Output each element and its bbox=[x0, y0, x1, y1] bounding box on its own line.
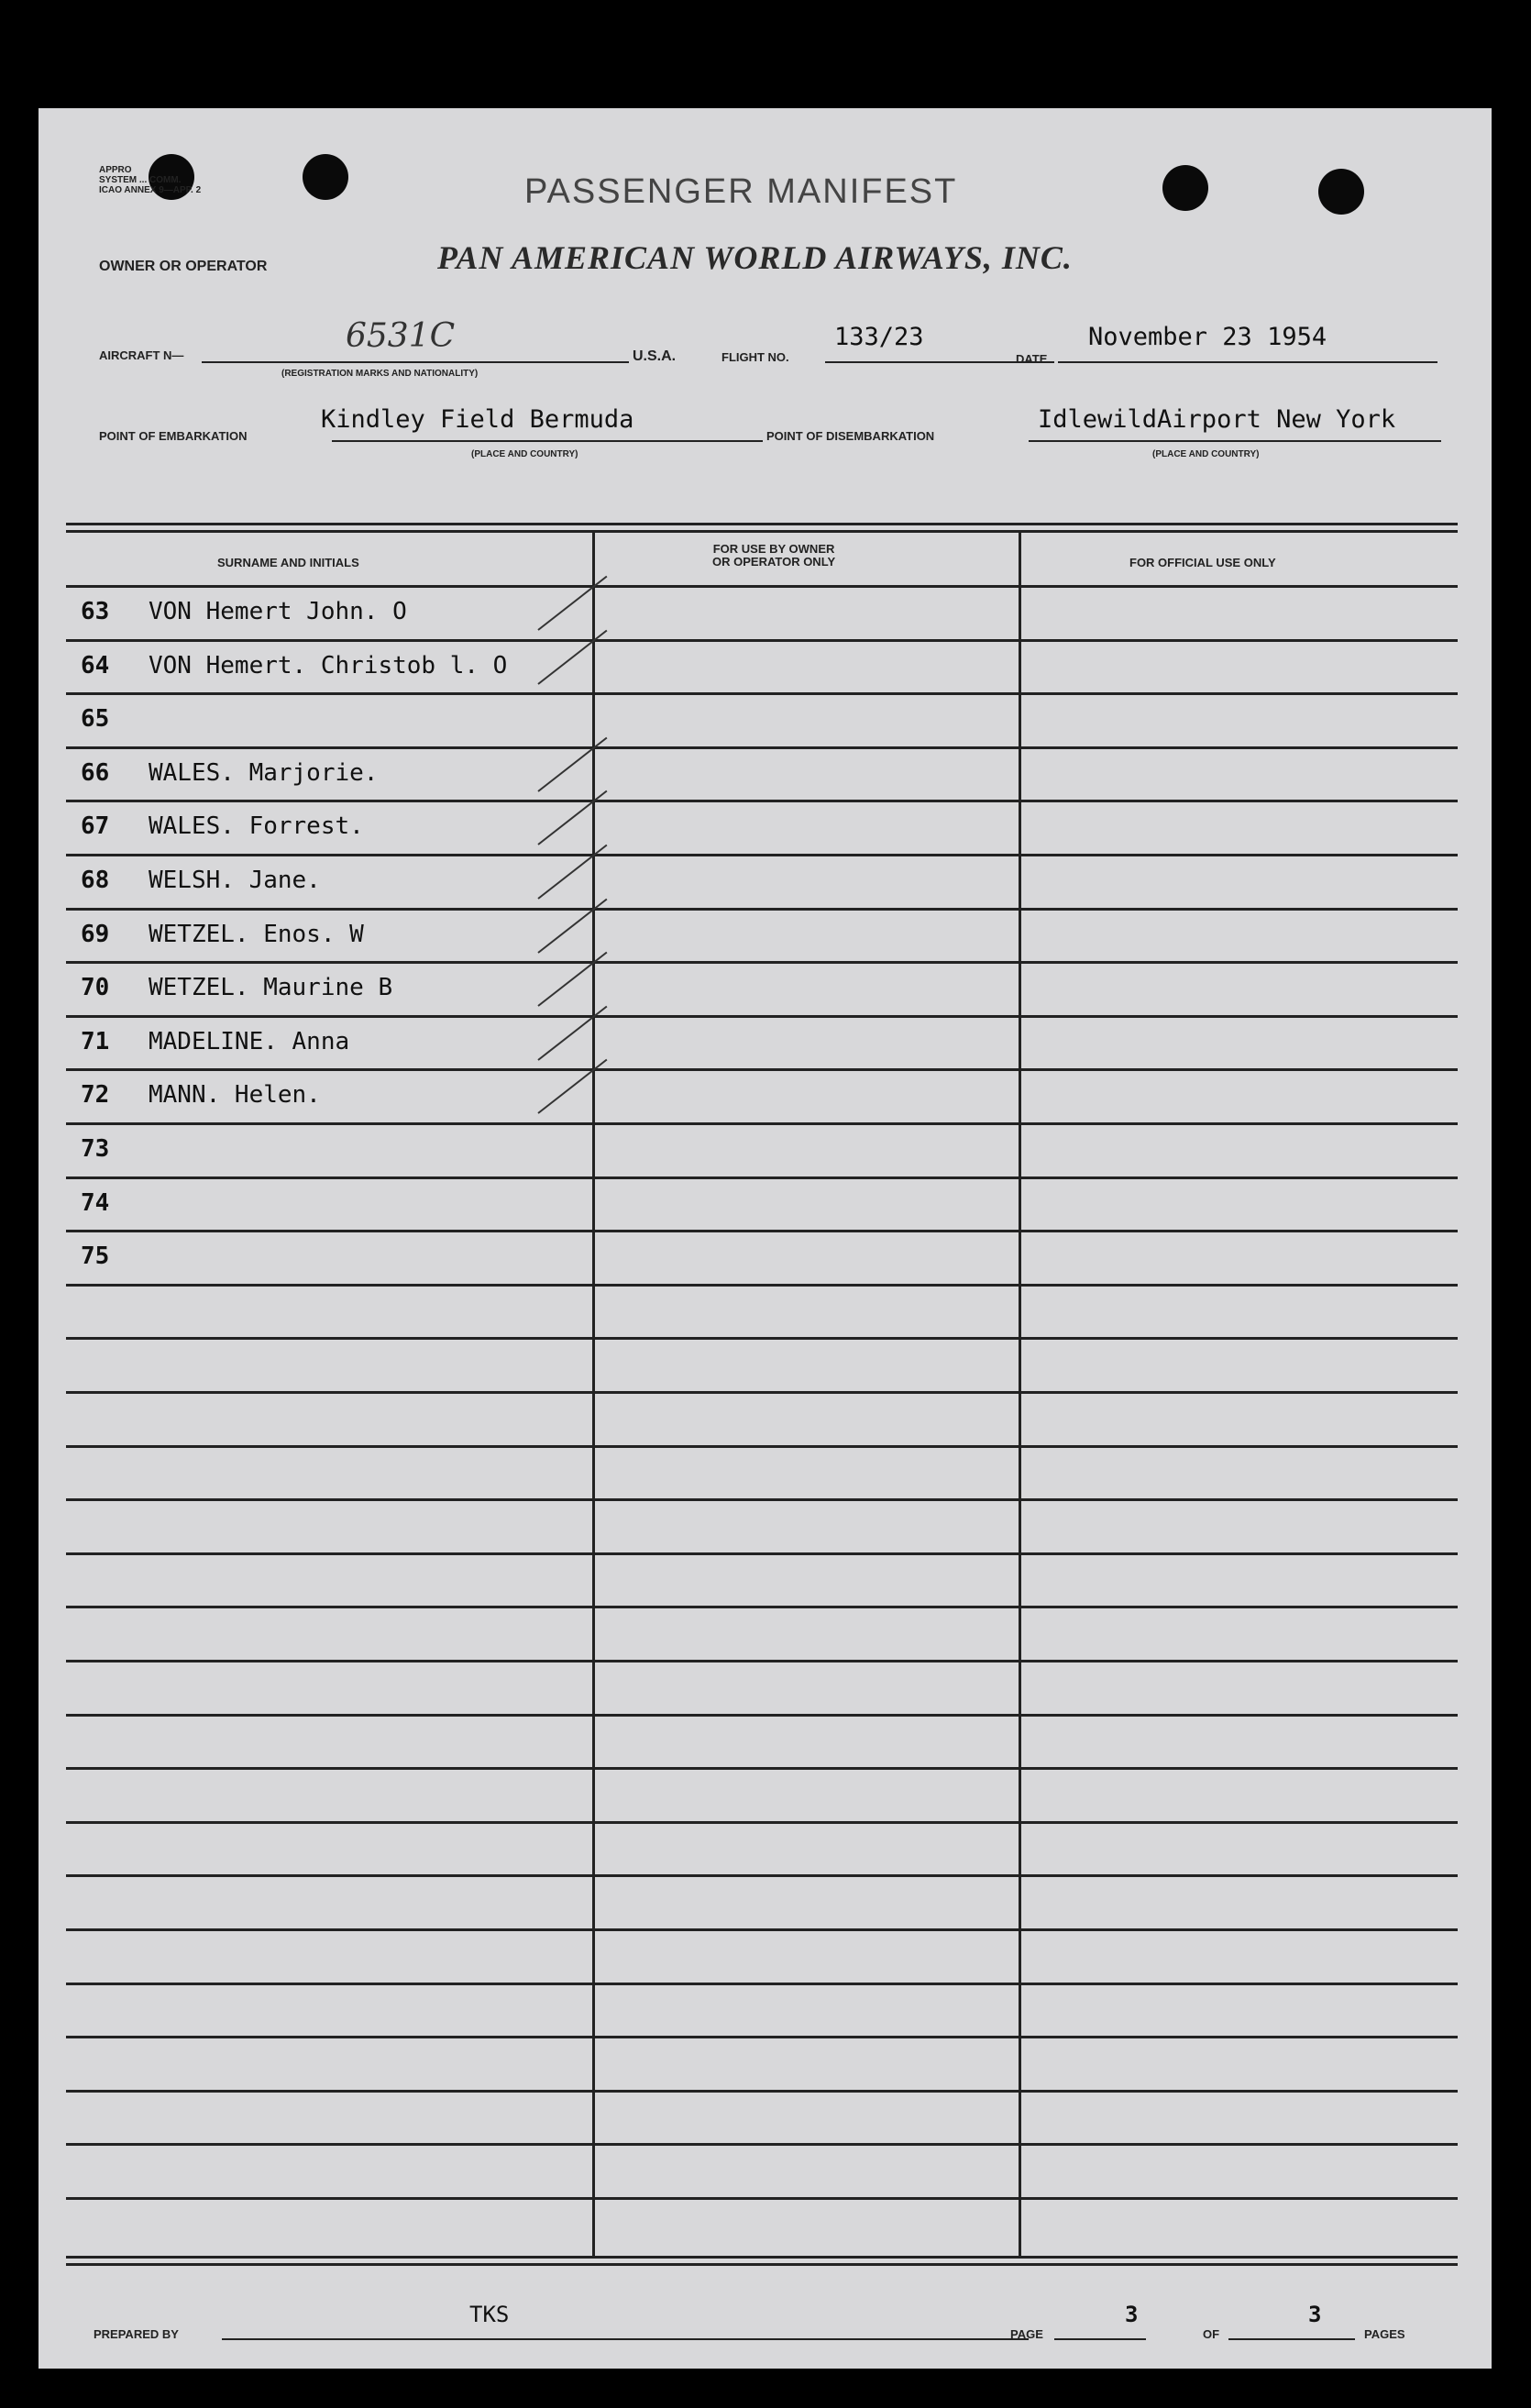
rule-line bbox=[66, 1498, 1458, 1501]
rule-line bbox=[66, 1821, 1458, 1824]
passenger-name: WALES. Forrest. bbox=[149, 812, 364, 841]
row-number: 68 bbox=[81, 867, 110, 894]
disembarkation-label: POINT OF DISEMBARKATION bbox=[766, 429, 935, 443]
approval-block bbox=[99, 165, 201, 195]
rule-line bbox=[66, 1983, 1458, 1985]
rule-line bbox=[66, 2090, 1458, 2093]
page-label: PAGE bbox=[1010, 2327, 1043, 2341]
column-header-official: FOR OFFICIAL USE ONLY bbox=[1129, 556, 1276, 569]
table-row bbox=[39, 759, 589, 796]
check-mark bbox=[537, 737, 607, 792]
passenger-name: VON Hemert. Christob l. O bbox=[149, 651, 508, 679]
row-number: 63 bbox=[81, 598, 110, 625]
page-value: 3 bbox=[1125, 2302, 1139, 2327]
rule-line bbox=[66, 961, 1458, 964]
column-header-name: SURNAME AND INITIALS bbox=[217, 556, 359, 569]
check-mark bbox=[537, 576, 607, 631]
usa-label: U.S.A. bbox=[633, 348, 677, 364]
column-header-owner bbox=[712, 543, 835, 569]
place-note: (PLACE AND COUNTRY) bbox=[471, 449, 578, 459]
rule-line bbox=[66, 1445, 1458, 1448]
rule-line bbox=[66, 1068, 1458, 1071]
rule-line bbox=[66, 854, 1458, 856]
check-mark bbox=[537, 898, 607, 953]
passenger-name: WALES. Marjorie. bbox=[149, 758, 379, 787]
table-row bbox=[39, 705, 589, 742]
owner-label: OWNER OR OPERATOR bbox=[99, 259, 268, 274]
passenger-name: WETZEL. Maurine B bbox=[149, 974, 393, 1002]
rule-line bbox=[66, 1176, 1458, 1179]
rule-line bbox=[66, 1230, 1458, 1232]
row-number: 65 bbox=[81, 705, 110, 734]
place-note: (PLACE AND COUNTRY) bbox=[1152, 449, 1260, 459]
aircraft-label: AIRCRAFT N— bbox=[99, 348, 184, 362]
flight-value: 133/23 bbox=[834, 323, 924, 351]
rule-line bbox=[66, 1552, 1458, 1555]
rule-line bbox=[66, 1122, 1458, 1125]
passenger-name: WELSH. Jane. bbox=[149, 867, 321, 894]
rule-line bbox=[66, 1337, 1458, 1340]
row-number: 74 bbox=[81, 1188, 110, 1217]
rule-line bbox=[66, 692, 1458, 695]
table-row bbox=[39, 1081, 589, 1118]
passenger-name: MANN. Helen. bbox=[149, 1081, 321, 1110]
rule-line bbox=[66, 2143, 1458, 2146]
airline-name: PAN AMERICAN WORLD AIRWAYS, INC. bbox=[437, 239, 1073, 276]
check-mark bbox=[537, 629, 607, 684]
rule-line bbox=[66, 908, 1458, 911]
table-row bbox=[39, 1135, 589, 1172]
aircraft-value: 6531C bbox=[346, 317, 456, 355]
table-row bbox=[39, 652, 589, 689]
row-number: 66 bbox=[81, 758, 110, 787]
rule-line bbox=[66, 2197, 1458, 2200]
row-number: 64 bbox=[81, 651, 110, 679]
prepared-value: TKS bbox=[469, 2302, 510, 2327]
rule-line bbox=[66, 1284, 1458, 1287]
check-mark bbox=[537, 952, 607, 1007]
rule-line bbox=[66, 1714, 1458, 1717]
approval-line: APPRO bbox=[99, 165, 132, 175]
row-number: 72 bbox=[81, 1081, 110, 1110]
flight-label: FLIGHT NO. bbox=[721, 350, 789, 364]
table-row bbox=[39, 867, 589, 903]
punch-hole bbox=[303, 154, 348, 200]
table-row bbox=[39, 974, 589, 1011]
date-label: DATE bbox=[1016, 352, 1048, 366]
rule-line bbox=[66, 746, 1458, 749]
rule-line bbox=[66, 1767, 1458, 1770]
row-number: 69 bbox=[81, 920, 110, 948]
punch-hole bbox=[1162, 165, 1208, 211]
check-mark bbox=[537, 1059, 607, 1114]
check-mark bbox=[537, 845, 607, 900]
prepared-label: PREPARED BY bbox=[94, 2327, 179, 2341]
registration-note: (REGISTRATION MARKS AND NATIONALITY) bbox=[281, 369, 479, 379]
header-line: OR OPERATOR ONLY bbox=[712, 555, 836, 569]
rule-line bbox=[66, 585, 1458, 588]
page-title: PASSENGER MANIFEST bbox=[524, 172, 958, 211]
table-row bbox=[39, 1189, 589, 1226]
embarkation-value: Kindley Field Bermuda bbox=[321, 405, 634, 434]
rule-line bbox=[66, 2036, 1458, 2038]
header-line: FOR USE BY OWNER bbox=[712, 542, 835, 556]
table-row bbox=[39, 812, 589, 849]
row-number: 73 bbox=[81, 1135, 110, 1163]
embarkation-label: POINT OF EMBARKATION bbox=[99, 429, 248, 443]
rule-line bbox=[66, 1606, 1458, 1608]
rule-line bbox=[66, 1015, 1458, 1018]
rule-line bbox=[66, 1660, 1458, 1662]
rule-line bbox=[66, 800, 1458, 802]
table-row bbox=[39, 1028, 589, 1065]
manifest-sheet bbox=[39, 108, 1492, 2369]
of-label: OF bbox=[1203, 2327, 1220, 2341]
disembarkation-value: IdlewildAirport New York bbox=[1038, 405, 1396, 434]
table-row bbox=[39, 598, 589, 635]
date-value: November 23 1954 bbox=[1088, 323, 1327, 351]
rule-line bbox=[66, 1928, 1458, 1931]
pages-label: PAGES bbox=[1364, 2327, 1405, 2341]
rule-line bbox=[66, 1874, 1458, 1877]
punch-hole bbox=[1318, 169, 1364, 215]
check-mark bbox=[537, 790, 607, 845]
passenger-name: VON Hemert John. O bbox=[149, 598, 407, 625]
check-mark bbox=[537, 1006, 607, 1061]
row-number: 71 bbox=[81, 1027, 110, 1055]
passenger-name: WETZEL. Enos. W bbox=[149, 920, 364, 948]
approval-line: ICAO ANNEX 9—APP. 2 bbox=[99, 185, 202, 195]
passenger-name: MADELINE. Anna bbox=[149, 1027, 350, 1055]
row-number: 67 bbox=[81, 812, 110, 841]
of-value: 3 bbox=[1308, 2302, 1322, 2327]
table-row bbox=[39, 1243, 589, 1279]
table-row bbox=[39, 921, 589, 957]
row-number: 75 bbox=[81, 1243, 110, 1271]
rule-line bbox=[66, 639, 1458, 642]
approval-line: SYSTEM ... COMM. bbox=[99, 175, 182, 185]
row-number: 70 bbox=[81, 974, 110, 1002]
rule-line bbox=[66, 1391, 1458, 1394]
